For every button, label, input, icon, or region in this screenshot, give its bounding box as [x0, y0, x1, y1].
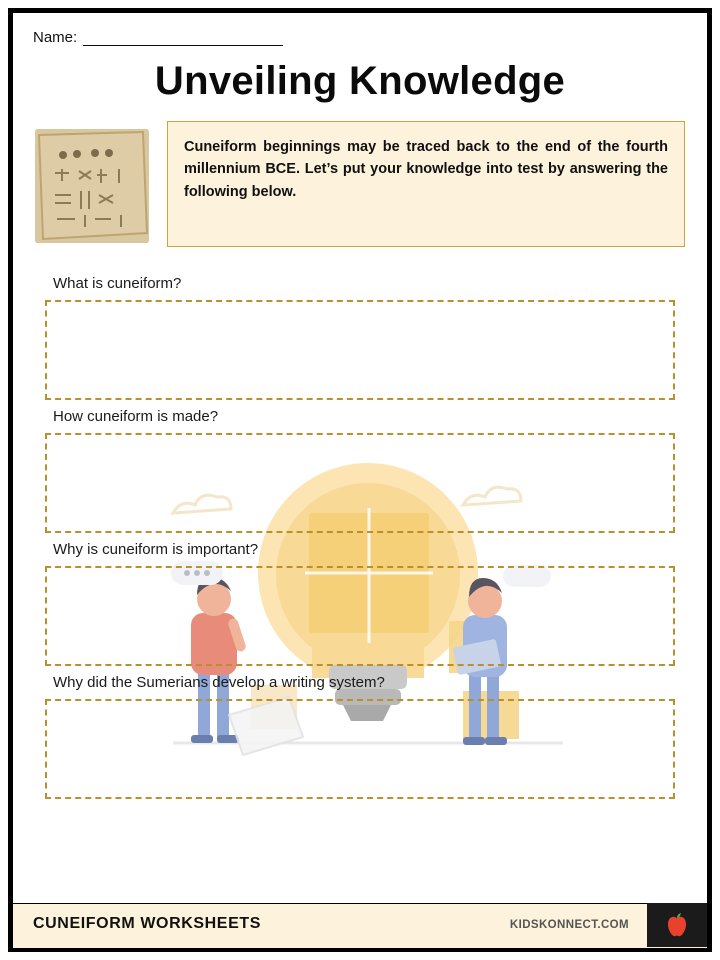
page-content: [13, 13, 707, 947]
question-item: [35, 541, 685, 666]
questions-list: [35, 275, 685, 807]
name-label: Name:: [33, 29, 78, 46]
answer-box[interactable]: [45, 566, 675, 666]
name-input-line[interactable]: [83, 30, 283, 46]
page-footer: [13, 903, 707, 947]
question-text: What is cuneiform?: [53, 275, 182, 292]
intro-section: [35, 121, 685, 253]
name-field-row: [33, 29, 283, 46]
intro-text: Cuneiform beginnings may be traced back to the end of the fourth millennium BCE. Let’s put your knowledge into test by answering the following below.: [184, 139, 668, 200]
apple-glyph-icon: [662, 910, 692, 940]
question-text: How cuneiform is made?: [53, 408, 219, 425]
clay-tablet-image: [35, 129, 149, 243]
question-item: [35, 275, 685, 400]
apple-logo-icon: [647, 903, 707, 947]
answer-box[interactable]: [45, 433, 675, 533]
question-text: Why did the Sumerians develop a writing system?: [53, 674, 385, 691]
footer-title: CUNEIFORM WORKSHEETS: [33, 915, 261, 932]
answer-box[interactable]: [45, 699, 675, 799]
question-text: Why is cuneiform is important?: [53, 541, 259, 558]
question-item: [35, 674, 685, 799]
question-item: [35, 408, 685, 533]
intro-callout-box: [167, 121, 685, 247]
answer-box[interactable]: [45, 300, 675, 400]
page-title: Unveiling Knowledge: [154, 59, 566, 103]
cuneiform-marks-icon: [35, 129, 149, 243]
footer-site-url: KIDSKONNECT.COM: [509, 919, 629, 931]
